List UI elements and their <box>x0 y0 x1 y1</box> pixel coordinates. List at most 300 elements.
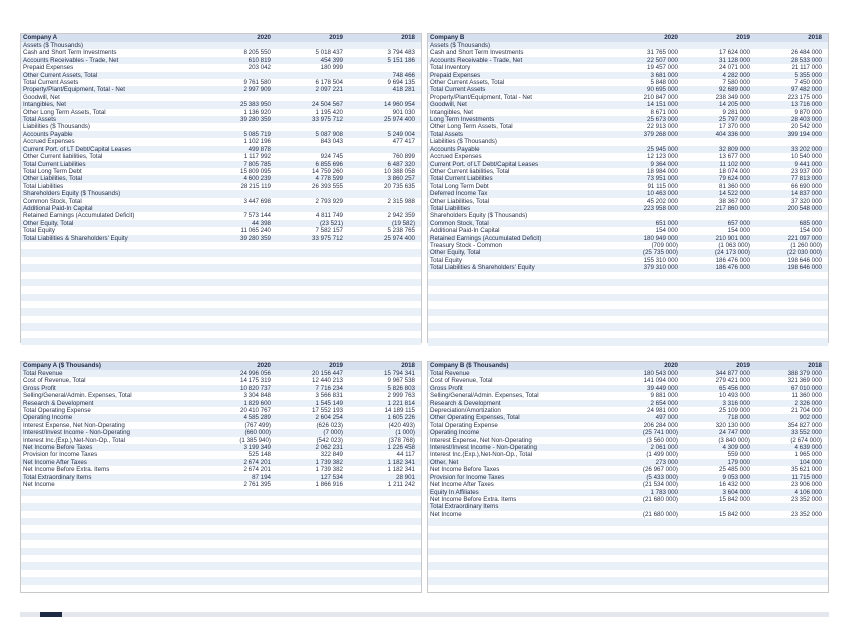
row-value: 344 877 000 <box>684 370 756 377</box>
row-value: 45 202 000 <box>612 198 684 205</box>
table-row <box>21 459 421 466</box>
row-value <box>612 42 684 49</box>
row-value: 322 849 <box>277 451 349 458</box>
table-row <box>21 577 421 584</box>
row-label: Cash and Short Term Investments <box>21 49 205 56</box>
row-value: 9 694 135 <box>349 79 421 86</box>
row-value <box>684 331 756 338</box>
row-value: 32 809 000 <box>684 146 756 153</box>
row-value: 26 484 000 <box>756 49 828 56</box>
row-value: 31 765 000 <box>612 49 684 56</box>
row-value: 210 901 000 <box>684 235 756 242</box>
row-value <box>756 301 828 308</box>
row-label: Other Current liabilities, Total <box>428 168 612 175</box>
row-value <box>349 205 421 212</box>
row-value <box>756 294 828 301</box>
row-value: 5 826 803 <box>349 385 421 392</box>
row-value <box>277 94 349 101</box>
row-value: 154 000 <box>684 227 756 234</box>
table-row <box>21 109 421 116</box>
row-value <box>277 518 349 525</box>
row-label <box>21 249 205 256</box>
row-value: 10 493 000 <box>684 392 756 399</box>
row-label: Total Current Assets <box>428 86 612 93</box>
table-row <box>21 42 421 49</box>
table-row <box>428 183 828 190</box>
company-b-balance-sheet-table <box>428 34 828 346</box>
table-row <box>21 585 421 592</box>
row-label <box>21 286 205 293</box>
row-value: 1 136 920 <box>205 109 277 116</box>
header-year: 2019 <box>277 34 349 42</box>
row-value <box>612 548 684 555</box>
table-row <box>21 407 421 414</box>
row-value: 39 449 000 <box>612 385 684 392</box>
row-value: 279 421 000 <box>684 377 756 384</box>
row-label: Accrued Expenses <box>21 138 205 145</box>
table-row <box>428 301 828 308</box>
bottom-scrollbar-track[interactable] <box>20 612 829 617</box>
table-row <box>428 540 828 547</box>
row-value: 2 674 201 <box>205 459 277 466</box>
row-label: Total Assets <box>428 131 612 138</box>
row-value: 379 310 000 <box>612 264 684 271</box>
header-label: Company B <box>428 34 612 42</box>
row-value <box>349 489 421 496</box>
row-label: Current Port. of LT Debt/Capital Leases <box>428 161 612 168</box>
row-value: 3 199 349 <box>205 444 277 451</box>
row-value: 44 117 <box>349 451 421 458</box>
row-value: 2 097 221 <box>277 86 349 93</box>
row-value <box>277 562 349 569</box>
row-value <box>349 308 421 315</box>
table-row <box>428 562 828 569</box>
row-label: Common Stock, Total <box>428 220 612 227</box>
table-row <box>21 138 421 145</box>
row-label: Equity In Affiliates <box>428 489 612 496</box>
row-label <box>21 585 205 592</box>
row-value: 6 487 320 <box>349 161 421 168</box>
row-value: 1 739 382 <box>277 459 349 466</box>
row-value: 33 552 000 <box>756 429 828 436</box>
row-value <box>612 518 684 525</box>
row-value: 5 151 186 <box>349 57 421 64</box>
row-value: 28 403 000 <box>756 116 828 123</box>
row-value: 525 148 <box>205 451 277 458</box>
row-value: 17 552 193 <box>277 407 349 414</box>
row-value: 15 842 000 <box>684 496 756 503</box>
row-label: Selling/General/Admin. Expenses, Total <box>428 392 612 399</box>
table-row <box>21 123 421 130</box>
table-row <box>21 235 421 242</box>
table-row <box>428 323 828 330</box>
row-label: Total Equity <box>21 227 205 234</box>
row-value: 33 975 712 <box>277 235 349 242</box>
row-value: 9 441 000 <box>756 161 828 168</box>
row-label: Prepaid Expenses <box>428 72 612 79</box>
row-value <box>205 331 277 338</box>
row-value <box>205 205 277 212</box>
row-value <box>756 526 828 533</box>
row-value: 3 447 698 <box>205 198 277 205</box>
table-row <box>428 370 828 377</box>
row-value: 104 000 <box>756 459 828 466</box>
row-label: Cost of Revenue, Total <box>428 377 612 384</box>
row-label: Total Liabilities & Shareholders' Equity <box>21 235 205 242</box>
row-label: Operating Income <box>428 429 612 436</box>
row-label: Net Income <box>428 511 612 518</box>
table-row <box>428 272 828 279</box>
table-row <box>428 212 828 219</box>
row-value: 9 761 580 <box>205 79 277 86</box>
row-label: Treasury Stock - Common <box>428 242 612 249</box>
row-value: 37 320 000 <box>756 198 828 205</box>
row-value: 5 848 000 <box>612 79 684 86</box>
table-row <box>21 198 421 205</box>
row-value: 39 280 359 <box>205 116 277 123</box>
header-year: 2020 <box>205 34 277 42</box>
row-value <box>612 316 684 323</box>
row-value: 15 794 341 <box>349 370 421 377</box>
row-value: 2 062 231 <box>277 444 349 451</box>
row-value <box>205 562 277 569</box>
table-row <box>21 227 421 234</box>
header-year: 2018 <box>349 34 421 42</box>
row-value: (22 030 000) <box>756 249 828 256</box>
row-value <box>277 525 349 532</box>
table-row <box>428 437 828 444</box>
row-label: Retained Earnings (Accumulated Deficit) <box>21 212 205 219</box>
row-label <box>428 562 612 569</box>
row-value <box>612 585 684 592</box>
row-value <box>756 540 828 547</box>
row-value: 2 061 000 <box>612 444 684 451</box>
table-header-row <box>428 362 828 370</box>
table-row <box>21 496 421 503</box>
row-value: 651 000 <box>612 220 684 227</box>
row-label: Selling/General/Admin. Expenses, Total <box>21 392 205 399</box>
row-value <box>205 94 277 101</box>
row-label <box>21 338 205 345</box>
row-value: 1 605 226 <box>349 414 421 421</box>
row-label: Goodwill, Net <box>428 101 612 108</box>
table-row <box>428 422 828 429</box>
row-value: 1 221 814 <box>349 400 421 407</box>
row-value: 718 000 <box>684 414 756 421</box>
table-row <box>428 286 828 293</box>
row-label <box>428 309 612 316</box>
row-value <box>205 308 277 315</box>
row-label: Other Operating Expenses, Total <box>428 414 612 421</box>
table-row <box>21 481 421 488</box>
table-row <box>21 377 421 384</box>
row-value: 13 677 000 <box>684 153 756 160</box>
table-row <box>21 323 421 330</box>
table-row <box>428 481 828 488</box>
row-label <box>21 548 205 555</box>
row-label: Interest/Invest Income - Non-Operating <box>428 444 612 451</box>
row-value: 14 175 319 <box>205 377 277 384</box>
row-value: 25 797 000 <box>684 116 756 123</box>
row-value <box>612 562 684 569</box>
header-year: 2019 <box>684 362 756 370</box>
row-label: Property/Plant/Equipment, Total - Net <box>21 86 205 93</box>
row-label: Other Current Assets, Total <box>428 79 612 86</box>
table-row <box>428 161 828 168</box>
row-value: 186 476 000 <box>684 264 756 271</box>
row-value <box>349 503 421 510</box>
row-label: Accounts Receivables - Trade, Net <box>21 57 205 64</box>
row-value: 748 466 <box>349 72 421 79</box>
row-label: Total Extraordinary Items <box>428 503 612 510</box>
table-row <box>21 205 421 212</box>
row-label <box>428 540 612 547</box>
row-label <box>428 570 612 577</box>
table-row <box>428 264 828 271</box>
row-label: Prepaid Expenses <box>21 64 205 71</box>
row-value <box>277 146 349 153</box>
table-row <box>428 533 828 540</box>
bottom-scrollbar-thumb[interactable] <box>40 612 62 617</box>
row-value: 180 949 000 <box>612 235 684 242</box>
row-label: Other Equity, Total <box>428 249 612 256</box>
table-row <box>21 175 421 182</box>
row-value <box>756 570 828 577</box>
row-value <box>684 548 756 555</box>
row-value: 8 671 000 <box>612 109 684 116</box>
row-value: (25 741 000) <box>612 429 684 436</box>
row-value: 760 899 <box>349 153 421 160</box>
table-row <box>428 548 828 555</box>
table-row <box>21 183 421 190</box>
row-value <box>612 279 684 286</box>
row-value <box>277 279 349 286</box>
company-b-income-statement-panel <box>427 361 829 593</box>
row-value: 14 189 115 <box>349 407 421 414</box>
row-label: Accounts Payable <box>21 131 205 138</box>
row-value: (21 680 000) <box>612 496 684 503</box>
table-row <box>21 153 421 160</box>
row-value: 21 117 000 <box>756 64 828 71</box>
table-row <box>21 49 421 56</box>
row-value: 657 000 <box>684 220 756 227</box>
row-value <box>205 503 277 510</box>
row-label: Total Current Liabilities <box>428 175 612 182</box>
row-value <box>205 323 277 330</box>
table-row <box>428 400 828 407</box>
table-row <box>21 429 421 436</box>
table-row <box>428 279 828 286</box>
row-value: 273 000 <box>612 459 684 466</box>
row-value <box>684 212 756 219</box>
row-value: 3 566 831 <box>277 392 349 399</box>
row-value <box>756 272 828 279</box>
row-value <box>277 503 349 510</box>
row-label <box>21 257 205 264</box>
row-value <box>612 338 684 345</box>
row-value: 198 646 000 <box>756 257 828 264</box>
row-value <box>349 123 421 130</box>
row-value: 44 398 <box>205 220 277 227</box>
row-label <box>428 286 612 293</box>
table-row <box>21 308 421 315</box>
row-value: 25 383 950 <box>205 101 277 108</box>
row-value: (23 521) <box>277 220 349 227</box>
table-row <box>21 503 421 510</box>
table-row <box>428 511 828 518</box>
row-value: 155 310 000 <box>612 257 684 264</box>
row-value <box>205 264 277 271</box>
row-value <box>684 555 756 562</box>
row-value <box>684 533 756 540</box>
row-value <box>684 286 756 293</box>
table-row <box>428 257 828 264</box>
row-label: Goodwill, Net <box>21 94 205 101</box>
row-label: Accrued Expenses <box>428 153 612 160</box>
row-value: 4 778 599 <box>277 175 349 182</box>
row-label: Shareholders Equity ($ Thousands) <box>428 212 612 219</box>
row-value: (767 499) <box>205 422 277 429</box>
row-value: (626 023) <box>277 422 349 429</box>
row-label <box>428 331 612 338</box>
row-value: 14 960 954 <box>349 101 421 108</box>
table-row <box>21 272 421 279</box>
row-label: Net Income Before Taxes <box>21 444 205 451</box>
row-value: (5 433 000) <box>612 474 684 481</box>
row-value <box>684 577 756 584</box>
row-value: (25 735 000) <box>612 249 684 256</box>
row-value: 180 543 000 <box>612 370 684 377</box>
row-value: 186 476 000 <box>684 257 756 264</box>
table-row <box>428 116 828 123</box>
header-year: 2018 <box>349 362 421 370</box>
row-label <box>21 242 205 249</box>
row-value <box>756 548 828 555</box>
row-label <box>21 301 205 308</box>
row-value: (660 000) <box>205 429 277 436</box>
table-row <box>428 49 828 56</box>
row-value: 221 097 000 <box>756 235 828 242</box>
row-value: 18 984 000 <box>612 168 684 175</box>
header-year: 2019 <box>684 34 756 42</box>
row-value: 97 482 000 <box>756 86 828 93</box>
row-value: 6 178 504 <box>277 79 349 86</box>
row-value: 2 674 201 <box>205 466 277 473</box>
row-value <box>277 272 349 279</box>
company-a-income-statement-table <box>21 362 421 592</box>
row-value: 8 205 550 <box>205 49 277 56</box>
row-value <box>349 540 421 547</box>
table-row <box>21 525 421 532</box>
row-label <box>21 562 205 569</box>
table-row <box>428 585 828 592</box>
header-year: 2020 <box>612 362 684 370</box>
table-row <box>428 249 828 256</box>
row-value <box>612 294 684 301</box>
row-value: 5 249 004 <box>349 131 421 138</box>
row-value: (378 768) <box>349 437 421 444</box>
row-value <box>349 190 421 197</box>
row-value: 24 981 000 <box>612 407 684 414</box>
row-value: 1 965 000 <box>756 451 828 458</box>
row-value: 1 211 242 <box>349 481 421 488</box>
row-label: Total Liabilities & Shareholders' Equity <box>428 264 612 271</box>
row-value <box>349 301 421 308</box>
row-value: 1 866 916 <box>277 481 349 488</box>
row-label <box>21 503 205 510</box>
row-label <box>21 525 205 532</box>
table-row <box>21 489 421 496</box>
row-value: 25 109 000 <box>684 407 756 414</box>
row-label: Shareholders Equity ($ Thousands) <box>21 190 205 197</box>
row-value: 28 215 119 <box>205 183 277 190</box>
table-row <box>428 459 828 466</box>
table-row <box>21 64 421 71</box>
row-value: 91 115 000 <box>612 183 684 190</box>
table-row <box>21 146 421 153</box>
row-value: 90 695 000 <box>612 86 684 93</box>
row-value: 1 829 600 <box>205 400 277 407</box>
row-value <box>349 577 421 584</box>
row-value <box>205 286 277 293</box>
row-value: 1 226 458 <box>349 444 421 451</box>
row-label: Interest Inc.(Exp.),Net-Non-Op., Total <box>428 451 612 458</box>
row-value: 39 280 359 <box>205 235 277 242</box>
row-value <box>756 138 828 145</box>
row-value: 33 202 000 <box>756 146 828 153</box>
row-label: Total Liabilities <box>21 183 205 190</box>
row-value: 7 716 234 <box>277 385 349 392</box>
table-row <box>21 331 421 338</box>
row-value <box>277 323 349 330</box>
table-row <box>428 392 828 399</box>
table-row <box>428 86 828 93</box>
table-row <box>428 146 828 153</box>
table-row <box>428 385 828 392</box>
row-value <box>612 272 684 279</box>
row-value: 25 945 000 <box>612 146 684 153</box>
row-value: (21 680 000) <box>612 511 684 518</box>
table-row <box>21 101 421 108</box>
row-label: Other Current Assets, Total <box>21 72 205 79</box>
table-row <box>21 249 421 256</box>
row-value: 5 238 765 <box>349 227 421 234</box>
table-row <box>21 57 421 64</box>
row-label: Total Current Liabilities <box>21 161 205 168</box>
row-value <box>756 562 828 569</box>
row-label: Total Long Term Debt <box>21 168 205 175</box>
row-value <box>684 279 756 286</box>
row-value <box>349 42 421 49</box>
row-value: 354 827 000 <box>756 422 828 429</box>
row-value: 67 010 000 <box>756 385 828 392</box>
table-row <box>21 190 421 197</box>
row-value: 77 813 000 <box>756 175 828 182</box>
row-value: 92 689 000 <box>684 86 756 93</box>
row-value <box>612 570 684 577</box>
row-value: 2 999 763 <box>349 392 421 399</box>
row-value: 9 364 000 <box>612 161 684 168</box>
row-label <box>21 272 205 279</box>
header-year: 2018 <box>756 34 828 42</box>
row-value <box>205 279 277 286</box>
row-value <box>756 286 828 293</box>
row-value <box>277 496 349 503</box>
row-value: 38 367 000 <box>684 198 756 205</box>
row-value <box>349 496 421 503</box>
table-row <box>428 94 828 101</box>
row-value <box>684 526 756 533</box>
